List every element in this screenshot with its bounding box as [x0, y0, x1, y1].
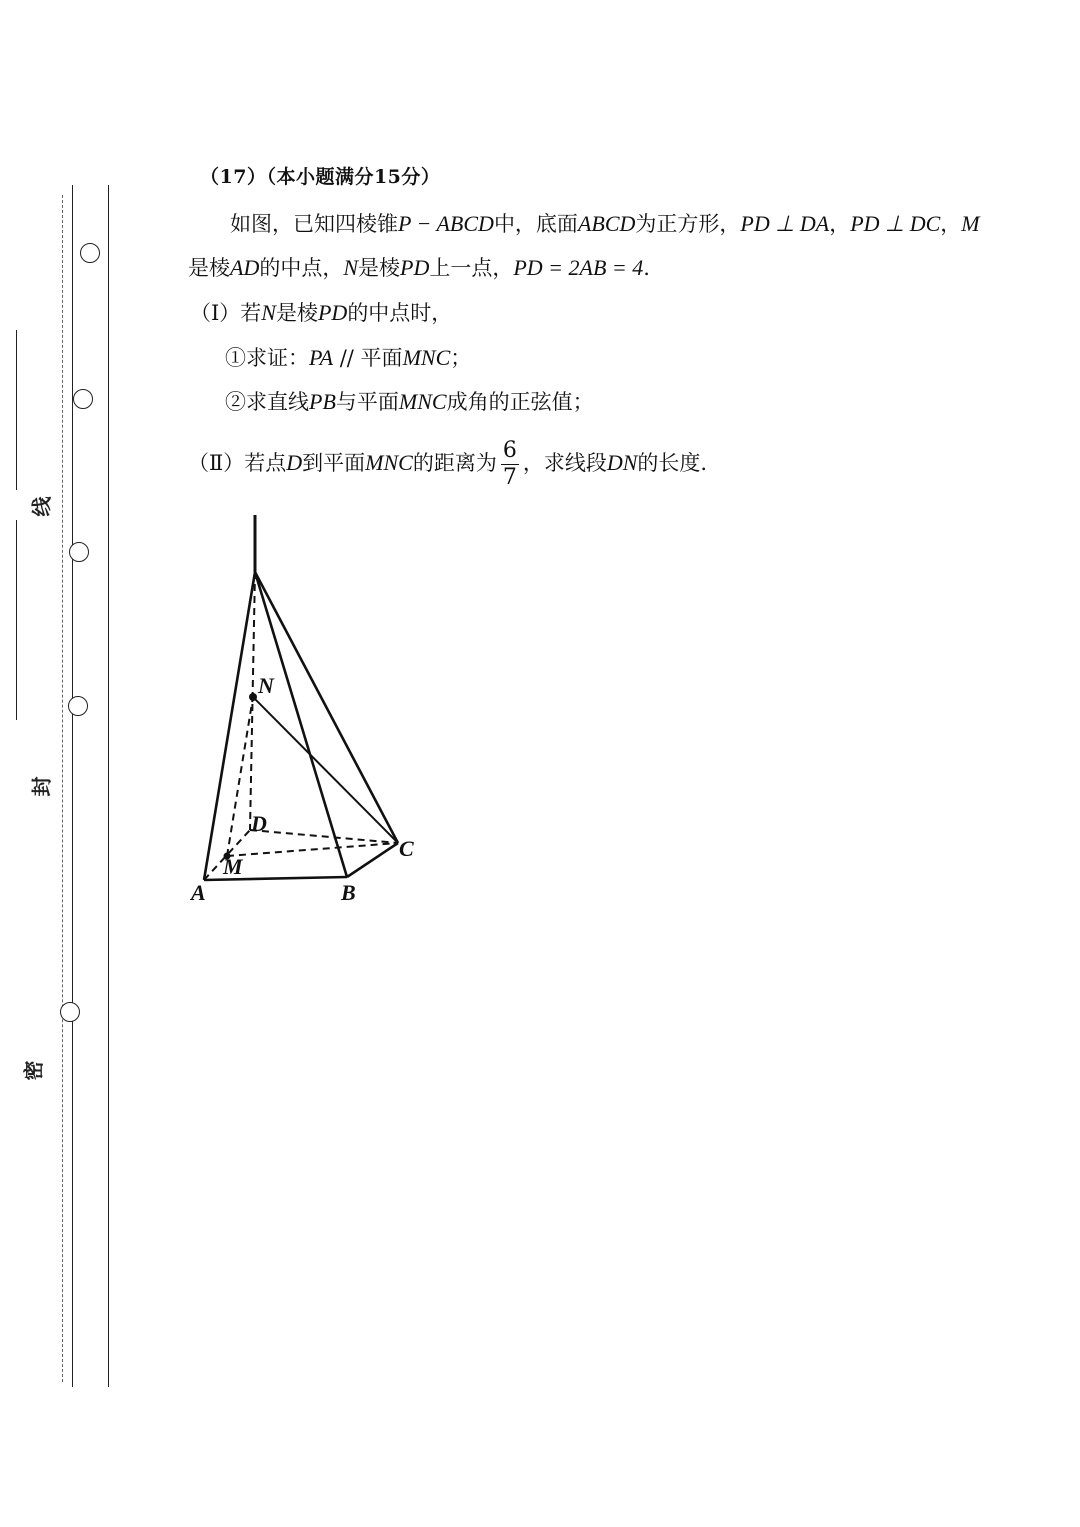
part-2-prompt: （Ⅱ）若点D到平面MNC的距离为 $\frac{6}{7}$ ，求线段DN的长度. [188, 438, 708, 490]
margin-rule-middle [16, 520, 17, 720]
problem-header: （17）（本小题满分15分） [200, 166, 441, 188]
margin-label-mi: 密 [21, 1060, 46, 1081]
pyramid-figure [180, 500, 440, 920]
margin-label-feng: 封 [29, 776, 54, 797]
binding-hole [69, 542, 89, 562]
part-1-subquestion-2: ②求直线PB与平面MNC成角的正弦值； [225, 389, 594, 414]
part-1-subquestion-1: ①求证：PA // 平面MNC； [225, 345, 472, 370]
edge-NC [253, 697, 398, 843]
edge-PC [255, 572, 398, 843]
binding-dashed-line [62, 195, 63, 1382]
label-C: C [399, 836, 414, 861]
binding-hole [68, 696, 88, 716]
margin-label-xian: 线 [29, 496, 54, 517]
binding-hole [80, 243, 100, 263]
problem-stem-line-2: 是棱AD的中点，N是棱PD上一点，PD = 2AB = 4. [188, 255, 650, 280]
binding-line-outer [72, 185, 73, 1387]
point-N [249, 693, 257, 701]
binding-line-inner [108, 185, 109, 1387]
label-D: D [251, 811, 267, 836]
margin-rule-top [16, 330, 17, 490]
label-B: B [341, 880, 356, 905]
edge-DC [250, 830, 398, 843]
label-A: A [191, 880, 206, 905]
label-M: M [223, 854, 243, 879]
label-N: N [258, 673, 274, 698]
edge-BC [347, 843, 398, 877]
binding-hole [73, 389, 93, 409]
problem-stem-line-1: 如图，已知四棱锥P − ABCD中，底面ABCD为正方形，PD ⊥ DA，PD ⊥ DC，M [230, 211, 980, 236]
binding-hole [60, 1002, 80, 1022]
segment-MC [227, 843, 398, 856]
part-1-prompt: （Ⅰ）若N是棱PD的中点时， [190, 300, 453, 325]
distance-fraction: $\frac{6}{7}$ [502, 438, 517, 490]
